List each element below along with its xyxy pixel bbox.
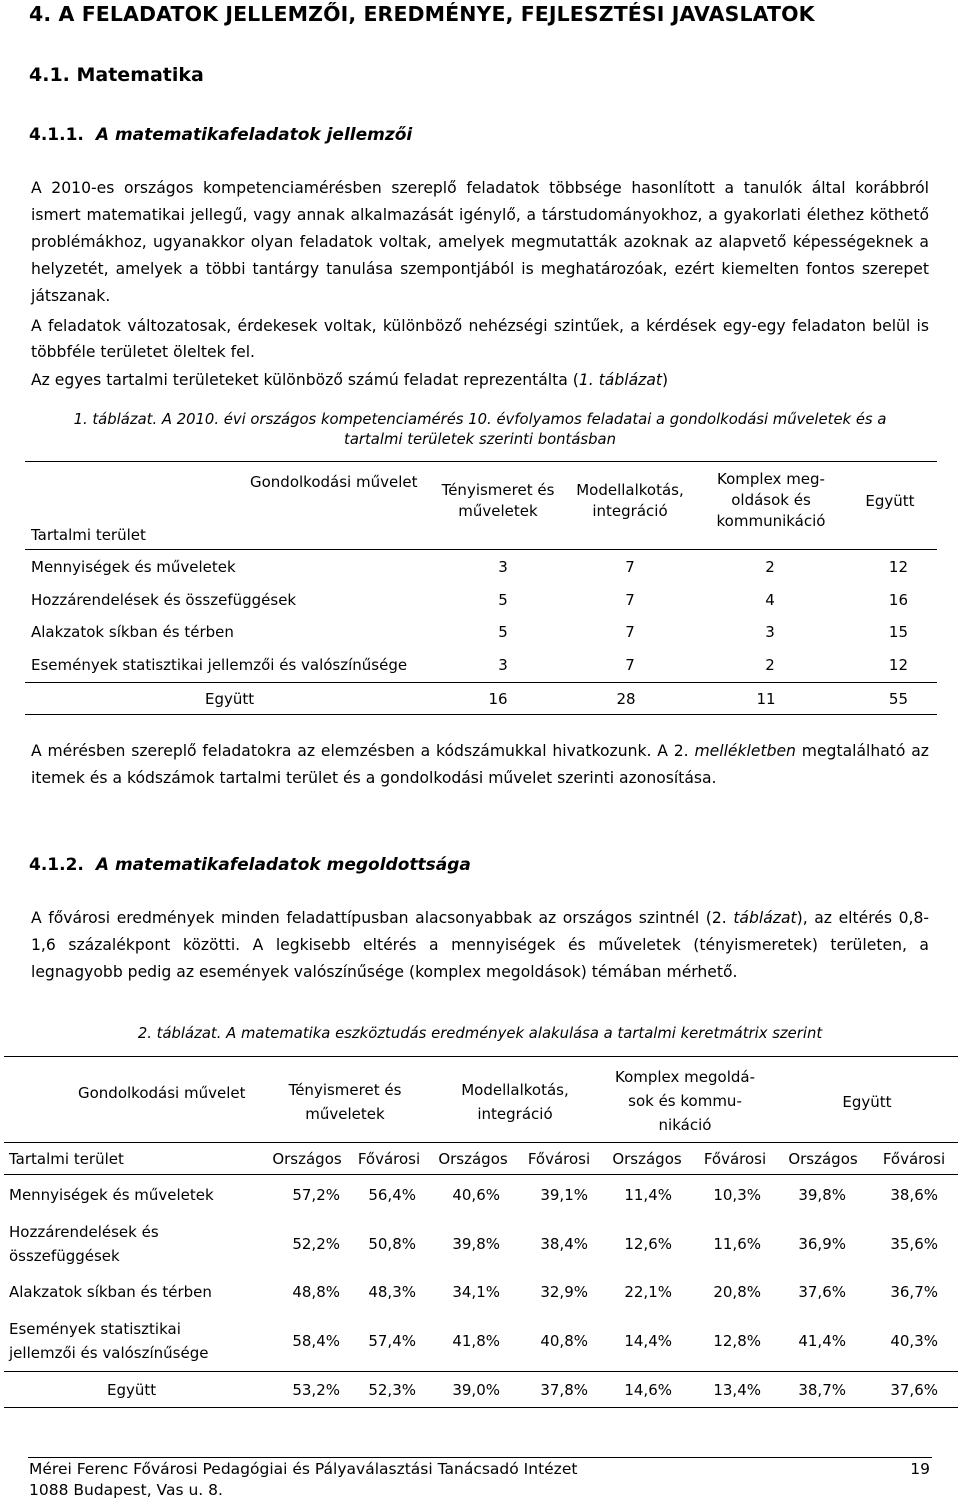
table2-cell: 57,4% [368,1332,416,1350]
table1-cell: 7 [625,623,635,641]
table2-cell: 35,6% [890,1235,938,1253]
table2-header-gondolkodasi: Gondolkodási művelet [78,1084,246,1102]
table2-sub-header: Fővárosi [357,1150,421,1168]
table2-total-cell: 14,6% [624,1381,672,1399]
table1-header-col2: Modellalkotás, integráció [576,481,684,520]
table2-cell: 10,3% [713,1186,761,1204]
table1-cell: 5 [498,591,508,609]
table2-cell: 48,3% [368,1283,416,1301]
table1-header-col1: Tényismeret és műveletek [441,481,555,520]
table2-row-label-line1: Események statisztikai [9,1320,181,1338]
paragraph-text: A mérésben szereplő feladatokra az elemzésben a kódszámukkal hivatkozunk. A 2. [31,742,695,760]
table1-row-label: Alakzatok síkban és térben [31,623,234,641]
table2-total-cell: 37,6% [890,1381,938,1399]
table2-sub-header: Országos [788,1150,858,1168]
table1-total-cell: 55 [888,690,908,708]
table2-header-col3: Komplex megoldá-sok és kommu-nikáció [614,1068,755,1134]
table2-total-cell: 13,4% [713,1381,761,1399]
table1-total-cell: 16 [488,690,508,708]
table2-row-label-line2: jellemzői és valószínűsége [9,1344,209,1362]
table2-cell: 57,2% [292,1186,340,1204]
table2-cell: 40,8% [540,1332,588,1350]
table2-cell: 12,8% [713,1332,761,1350]
paragraph-close: ) [662,371,669,389]
subsection-title: A matematikafeladatok jellemzői [95,125,413,145]
table1-cell: 7 [625,558,635,576]
table1-header-gondolkodasi: Gondolkodási művelet [250,473,418,491]
table2-total-cell: 37,8% [540,1381,588,1399]
paragraph-rest: ), az eltérés 0,8-1,6 százalékpont közötti. A legkisebb eltérés a mennyiségek és műveletek (tényismeretek) területen, a legnagyobb pedig az események valószínűsége (komplex megoldások) témában mérhető. [31,909,929,981]
table1-header-rule [25,549,937,550]
table2-row-label-line2: összefüggések [9,1247,120,1265]
table2-cell: 38,6% [890,1186,938,1204]
table2-sub-header: Fővárosi [882,1150,946,1168]
paragraph-table-ref [31,367,929,394]
footer-rule [28,1457,932,1458]
table1-cell: 3 [498,558,508,576]
chapter-heading: 4. A FELADATOK JELLEMZŐI, EREDMÉNYE, FEJLESZTÉSI JAVASLATOK [29,2,815,26]
subsection-heading-412 [29,855,471,875]
table2-header-col4: Együtt [842,1093,892,1111]
table2-cell: 12,6% [624,1235,672,1253]
table2-total-cell: 53,2% [292,1381,340,1399]
page-number: 19 [910,1460,930,1478]
table1-header-col4: Együtt [865,492,915,510]
table1-cell: 3 [498,656,508,674]
table2-sub-header: Országos [438,1150,508,1168]
table2-cell: 39,8% [798,1186,846,1204]
paragraph-text: Az egyes tartalmi területeket különböző számú feladat reprezentálta ( [31,371,579,389]
table1-cell: 2 [765,656,775,674]
table2-cell: 14,4% [624,1332,672,1350]
table2-cell: 38,4% [540,1235,588,1253]
paragraph-text: A fővárosi eredmények minden feladattípusban alacsonyabbak az országos szintnél (2. [31,909,734,927]
table2-cell: 11,6% [713,1235,761,1253]
table1-bottom-rule [25,714,937,715]
table2-sub-header: Országos [272,1150,342,1168]
table1-caption-line2: tartalmi területek szerinti bontásban [344,431,616,448]
table1-caption-line1: 1. táblázat. A 2010. évi országos kompetenciamérés 10. évfolyamos feladatai a gondolkodási műveletek és a [73,411,887,428]
table2-total-cell: 39,0% [452,1381,500,1399]
table2-row-label-line1: Hozzárendelések és [9,1223,159,1241]
subsection-heading-411 [29,125,412,145]
table1-total-rule [25,682,937,683]
table2-subheader-rule [4,1174,958,1175]
table1-total-cell: 11 [756,690,776,708]
table1-cell: 4 [765,591,775,609]
table2-header-col2: Modellalkotás, integráció [461,1081,569,1123]
table2-total-label: Együtt [107,1381,157,1399]
table1-row-label: Hozzárendelések és összefüggések [31,591,297,609]
table2-cell: 40,3% [890,1332,938,1350]
table1-cell: 15 [888,623,908,641]
table1-header-col3: Komplex meg-oldások és kommunikáció [716,470,826,530]
paragraph-intro: A 2010-es országos kompetenciamérésben szereplő feladatok többsége hasonlított a tanulók által korábbról ismert matematikai jellegű, vagy annak alkalmazását igénylő, a társtudományokhoz, a gyakorlati élethez köthető problémákhoz, ugyanakkor olyan feladatok voltak, amelyek megmutatták azoknak az alapvető képességeknek a helyzetét, amelyek a többi tantárgy tanulása szempontjából is meghatározóak, ezért kiemelten fontos szerepet játszanak. [31,179,929,305]
table1-cell: 16 [888,591,908,609]
table2-total-cell: 38,7% [798,1381,846,1399]
table1-total-cell: 28 [616,690,636,708]
table2-cell: 50,8% [368,1235,416,1253]
table2-header-rule [4,1142,958,1143]
table1-top-rule [25,461,937,462]
table2-cell: 48,8% [292,1283,340,1301]
table1-cell: 7 [625,591,635,609]
table2-cell: 22,1% [624,1283,672,1301]
table2-row-label: Mennyiségek és műveletek [9,1186,214,1204]
subsection-number: 4.1.1. [29,125,84,145]
subsection-number: 4.1.2. [29,855,84,875]
table2-cell: 32,9% [540,1283,588,1301]
paragraph-results [31,905,929,986]
section-heading: 4.1. Matematika [29,64,204,86]
table2-sub-header: Fővárosi [703,1150,767,1168]
table2-cell: 36,9% [798,1235,846,1253]
table1-cell: 2 [765,558,775,576]
table1-header-tartalmi: Tartalmi terület [31,526,146,544]
table2-total-rule [4,1371,958,1372]
table1-row-label: Események statisztikai jellemzői és valószínűsége [31,656,408,674]
footer-address: 1088 Budapest, Vas u. 8. [29,1481,223,1499]
table-reference: 1. táblázat [578,371,663,389]
table2-cell: 39,8% [452,1235,500,1253]
table2-cell: 37,6% [798,1283,846,1301]
table2-cell: 40,6% [452,1186,500,1204]
appendix-reference: mellékletben [694,742,796,760]
table2-header-col1: Tényismeret és műveletek [288,1081,402,1123]
paragraph-variety: A feladatok változatosak, érdekesek voltak, különböző nehézségi szintűek, a kérdések egy-egy feladaton belül is többféle területet öleltek fel. [31,317,929,361]
table1-cell: 7 [625,656,635,674]
table2-cell: 39,1% [540,1186,588,1204]
subsection-title: A matematikafeladatok megoldottsága [95,855,471,875]
table2-cell: 41,4% [798,1332,846,1350]
paragraph-codes [31,738,929,792]
table2-sub-header: Fővárosi [527,1150,591,1168]
table2-caption: 2. táblázat. A matematika eszköztudás eredmények alakulása a tartalmi keretmátrix szerint [137,1025,823,1042]
table1-cell: 12 [888,656,908,674]
table1-total-label: Együtt [205,690,255,708]
table1-cell: 12 [888,558,908,576]
table2-cell: 52,2% [292,1235,340,1253]
paragraph-rest: megtalálható az itemek és a kódszámok tartalmi terület és a gondolkodási művelet szerinti azonosítása. [31,742,929,787]
table2-sub-header: Országos [612,1150,682,1168]
table2-top-rule [4,1056,958,1057]
table1-row-label: Mennyiségek és műveletek [31,558,236,576]
table2-cell: 56,4% [368,1186,416,1204]
table2-cell: 41,8% [452,1332,500,1350]
table2-row-label: Alakzatok síkban és térben [9,1283,212,1301]
table2-header-tartalmi: Tartalmi terület [9,1150,124,1168]
table2-bottom-rule [4,1407,958,1408]
table2-cell: 11,4% [624,1186,672,1204]
table1-cell: 3 [765,623,775,641]
table2-cell: 34,1% [452,1283,500,1301]
table2-cell: 20,8% [713,1283,761,1301]
table1-cell: 5 [498,623,508,641]
table2-cell: 36,7% [890,1283,938,1301]
table-reference: táblázat [733,909,797,927]
footer-institute: Mérei Ferenc Fővárosi Pedagógiai és Pályaválasztási Tanácsadó Intézet [29,1460,578,1478]
table2-cell: 58,4% [292,1332,340,1350]
table1-caption [30,410,930,450]
table2-total-cell: 52,3% [368,1381,416,1399]
